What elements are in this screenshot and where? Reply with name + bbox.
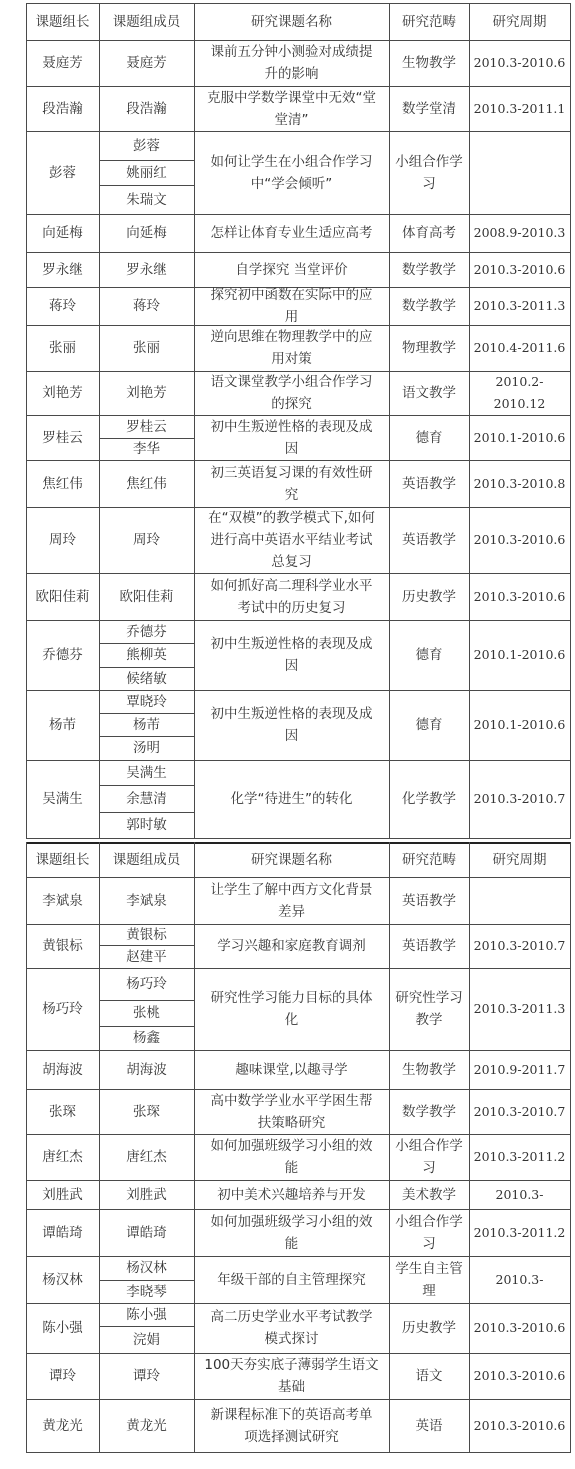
- research-scope: 德育: [415, 647, 443, 663]
- research-scope: 小组合作学习: [395, 153, 463, 192]
- research-topic: 初中生叛逆性格的表现及成因: [210, 418, 373, 457]
- column-rule: [194, 842, 195, 1453]
- column-header: 课题组成员: [112, 13, 181, 30]
- research-topic: 课前五分钟小测验对成绩提升的影响: [210, 44, 373, 82]
- research-scope: 语文教学: [402, 385, 456, 401]
- research-scope: 生物教学: [402, 1061, 456, 1078]
- group-leader: 唐红杰: [42, 1149, 83, 1165]
- group-member: 杨鑫: [133, 1030, 160, 1046]
- research-period: 2010.3-2010.6: [473, 532, 566, 547]
- group-leader: 刘胜武: [42, 1186, 83, 1203]
- group-leader: 胡海波: [42, 1061, 83, 1078]
- column-header: 课题组成员: [112, 851, 181, 868]
- research-scope: 体育高考: [402, 225, 456, 241]
- column-rule: [570, 3, 571, 839]
- research-period: 2010.1-2010.6: [473, 429, 566, 445]
- row-rule: [99, 1326, 195, 1327]
- research-scope: 小组合作学习: [395, 1138, 463, 1176]
- column-rule: [389, 3, 390, 839]
- research-topic: 年级干部的自主管理探究: [217, 1271, 366, 1288]
- group-member: 张琛: [133, 1103, 160, 1120]
- research-topic: 语文课堂教学小组合作学习的探究: [210, 374, 373, 412]
- row-rule: [99, 1026, 195, 1027]
- group-leader: 乔德芬: [42, 647, 83, 663]
- group-member: 张桃: [133, 1005, 160, 1021]
- group-leader: 彭蓉: [49, 164, 76, 181]
- research-period: 2010.4-2011.6: [473, 340, 566, 355]
- research-period: [469, 131, 570, 214]
- group-leader: 杨芾: [49, 717, 76, 733]
- research-topic: 初中生叛逆性格的表现及成因: [210, 636, 373, 674]
- group-leader: 杨巧玲: [42, 1001, 83, 1017]
- research-topic: 初中生叛逆性格的表现及成因: [210, 706, 373, 744]
- group-member: 谭玲: [133, 1368, 160, 1384]
- research-topic: 如何加强班级学习小组的效能: [210, 1138, 373, 1176]
- column-rule: [389, 842, 390, 1453]
- group-leader: 焦红伟: [42, 475, 83, 492]
- research-scope: 数学堂清: [402, 100, 456, 117]
- research-topic: 学习兴趣和家庭教育调剂: [217, 938, 366, 954]
- row-rule: [99, 945, 195, 946]
- group-member: 唐红杰: [126, 1149, 167, 1165]
- row-rule: [99, 1000, 195, 1001]
- column-header: 研究范畴: [402, 851, 456, 868]
- research-topic: 高二历史学业水平考试教学模式探讨: [210, 1309, 373, 1347]
- row-rule: [99, 713, 195, 714]
- row-rule: [26, 1452, 571, 1453]
- research-period: 2010.3-2011.2: [473, 1149, 566, 1164]
- group-leader: 罗永继: [42, 261, 83, 278]
- group-member: 焦红伟: [126, 475, 167, 492]
- research-period: 2010.3-2011.3: [473, 298, 566, 313]
- group-member: 吴满生: [126, 764, 167, 781]
- row-rule: [99, 438, 195, 439]
- column-header: 研究周期: [492, 851, 547, 868]
- group-member: 姚丽红: [126, 164, 167, 181]
- row-rule: [99, 667, 195, 668]
- research-scope: 研究性学习教学: [395, 990, 463, 1028]
- group-leader: 张琛: [49, 1103, 76, 1120]
- group-member: 段浩瀚: [126, 100, 167, 117]
- group-member: 欧阳佳莉: [119, 588, 174, 605]
- research-period: 2010.3-2010.7: [473, 1103, 566, 1119]
- group-member: 向延梅: [126, 225, 167, 241]
- column-rule: [194, 3, 195, 839]
- research-scope: 美术教学: [402, 1186, 456, 1203]
- group-member: 郭时敏: [126, 817, 167, 833]
- research-topic: 探究初中函数在实际中的应用: [210, 287, 373, 325]
- research-period: 2010.3-2010.7: [473, 791, 566, 806]
- group-member: 候绪敏: [126, 670, 167, 687]
- group-member: 周玲: [133, 532, 160, 548]
- row-rule: [26, 842, 571, 844]
- group-member: 黄银标: [126, 926, 167, 943]
- research-scope: 学生自主管理: [395, 1260, 463, 1299]
- group-member: 赵建平: [126, 948, 167, 965]
- row-rule: [99, 785, 195, 786]
- research-topic: 怎样让体育专业生适应高考: [210, 225, 373, 241]
- research-scope: 德育: [415, 717, 443, 733]
- group-leader: 李斌泉: [42, 892, 83, 909]
- group-member: 谭皓琦: [126, 1224, 167, 1241]
- column-rule: [26, 3, 27, 839]
- research-period: 2010.3-2010.6: [473, 1320, 566, 1335]
- research-period: 2010.3-2010.6: [473, 55, 566, 70]
- research-topic: 研究性学习能力目标的具体化: [210, 990, 373, 1028]
- research-topic: 如何加强班级学习小组的效能: [210, 1213, 373, 1252]
- group-leader: 谭皓琦: [42, 1224, 83, 1241]
- group-leader: 黄银标: [42, 938, 83, 954]
- group-member: 熊柳英: [126, 647, 167, 663]
- research-topic: 初中美术兴趣培养与开发: [217, 1186, 366, 1203]
- research-scope: 历史教学: [402, 1320, 456, 1336]
- row-rule: [99, 1280, 195, 1281]
- group-member: 胡海波: [126, 1061, 167, 1078]
- research-scope: 生物教学: [402, 55, 456, 71]
- row-rule: [26, 3, 571, 4]
- research-scope: 数学教学: [402, 261, 456, 278]
- group-member: 浣娟: [133, 1331, 160, 1348]
- research-period: 2010.3-2010.8: [473, 475, 566, 491]
- research-scope: 英语: [415, 1417, 443, 1434]
- research-period: 2010.1-2010.6: [473, 717, 566, 732]
- group-member: 蒋玲: [133, 298, 160, 314]
- group-member: 刘艳芳: [126, 385, 167, 401]
- row-rule: [99, 160, 195, 161]
- research-scope: 英语教学: [402, 892, 456, 909]
- row-rule: [99, 643, 195, 644]
- research-scope: 小组合作学习: [395, 1213, 463, 1252]
- group-leader: 聂庭芳: [42, 55, 83, 71]
- column-rule: [570, 842, 571, 1453]
- group-leader: 向延梅: [42, 225, 83, 241]
- research-period: 2010.3-2011.2: [473, 1224, 566, 1240]
- group-member: 李晓琴: [126, 1283, 167, 1300]
- group-leader: 谭玲: [49, 1368, 76, 1384]
- research-scope: 物理教学: [402, 340, 456, 356]
- research-scope: 历史教学: [402, 588, 456, 605]
- row-rule: [99, 812, 195, 813]
- research-period: 2010.3-2010.6: [473, 1417, 566, 1433]
- column-rule: [469, 3, 470, 839]
- research-period: [469, 877, 570, 924]
- group-leader: 周玲: [49, 532, 76, 548]
- research-topic: 自学探究 当堂评价: [235, 261, 348, 278]
- research-scope: 德育: [415, 429, 443, 446]
- group-leader: 欧阳佳莉: [35, 588, 90, 605]
- research-period: 2010.3-2011.1: [473, 100, 566, 116]
- research-period: 2010.9-2011.7: [473, 1061, 566, 1077]
- group-member: 朱瑞文: [126, 191, 167, 208]
- group-leader: 罗桂云: [42, 429, 83, 446]
- group-member: 覃晓玲: [126, 693, 167, 710]
- research-period: 2010.3-: [495, 1271, 544, 1287]
- research-scope: 英语教学: [402, 532, 456, 548]
- column-rule: [469, 842, 470, 1453]
- research-topic: 新课程标准下的英语高考单项选择测试研究: [210, 1406, 373, 1445]
- group-member: 李华: [133, 441, 160, 457]
- research-topic: 如何让学生在小组合作学习中“学会倾听”: [210, 153, 373, 192]
- research-scope: 数学教学: [402, 1103, 456, 1120]
- group-member: 罗永继: [126, 261, 167, 278]
- group-leader: 陈小强: [42, 1320, 83, 1336]
- column-header: 研究课题名称: [251, 13, 332, 30]
- group-member: 乔德芬: [126, 623, 167, 640]
- column-header: 研究课题名称: [251, 851, 332, 868]
- group-member: 张丽: [133, 340, 160, 356]
- column-header: 研究周期: [492, 13, 547, 30]
- group-member: 罗桂云: [126, 418, 167, 435]
- group-leader: 刘艳芳: [42, 385, 83, 401]
- research-topic: 如何抓好高二理科学业水平考试中的历史复习: [210, 577, 373, 616]
- research-topic: 让学生了解中西方文化背景差异: [210, 881, 373, 920]
- research-topic: 克服中学数学课堂中无效“堂堂清”: [207, 89, 376, 128]
- group-leader: 蒋玲: [49, 298, 76, 314]
- group-member: 李斌泉: [126, 892, 167, 909]
- group-leader: 黄龙光: [42, 1417, 83, 1434]
- research-topic: 在“双模”的教学模式下,如何进行高中英语水平结业考试总复习: [208, 510, 375, 570]
- research-topic: 逆向思维在物理教学中的应用对策: [210, 329, 373, 367]
- group-member: 刘胜武: [126, 1186, 167, 1203]
- research-scope: 数学教学: [402, 298, 456, 314]
- column-rule: [99, 842, 100, 1453]
- row-rule: [99, 185, 195, 186]
- column-rule: [26, 842, 27, 1453]
- research-period: 2010.3-2011.3: [473, 1001, 566, 1016]
- row-rule: [99, 736, 195, 737]
- column-rule: [99, 3, 100, 839]
- group-member: 汤明: [133, 740, 160, 756]
- research-period: 2010.3-2010.6: [473, 1368, 566, 1383]
- research-scope: 英语教学: [402, 475, 456, 492]
- group-member: 杨芾: [133, 716, 160, 733]
- group-member: 陈小强: [126, 1306, 167, 1323]
- research-period: 2010.2-2010.12: [493, 374, 546, 411]
- group-leader: 段浩瀚: [42, 100, 83, 117]
- column-header: 研究范畴: [402, 13, 456, 30]
- research-period: 2010.1-2010.6: [473, 647, 566, 662]
- research-period: 2010.3-2010.7: [473, 938, 566, 953]
- research-topic: 高中数学学业水平学困生帮扶策略研究: [210, 1092, 373, 1131]
- group-member: 黄龙光: [126, 1417, 167, 1434]
- group-member: 聂庭芳: [126, 55, 167, 71]
- research-period: 2010.3-: [495, 1186, 544, 1202]
- group-member: 彭蓉: [133, 137, 160, 154]
- research-period: 2010.3-2010.6: [473, 261, 566, 277]
- research-topic: 初三英语复习课的有效性研究: [210, 464, 373, 503]
- group-leader: 杨汉林: [42, 1271, 83, 1288]
- group-leader: 张丽: [49, 340, 76, 356]
- research-scope: 语文: [415, 1368, 443, 1384]
- column-header: 课题组长: [35, 851, 90, 868]
- group-member: 余慧清: [126, 790, 167, 807]
- research-topic: 化学“待进生”的转化: [230, 791, 353, 807]
- research-period: 2008.9-2010.3: [473, 225, 566, 240]
- research-period: 2010.3-2010.6: [473, 588, 566, 604]
- research-topic: 趣味课堂,以趣寻学: [235, 1061, 348, 1078]
- research-scope: 化学教学: [402, 791, 456, 807]
- column-header: 课题组长: [35, 13, 90, 30]
- research-topic: 100天夯实底子薄弱学生语文基础: [204, 1357, 379, 1395]
- group-leader: 吴满生: [42, 791, 83, 807]
- group-member: 杨汉林: [126, 1260, 167, 1276]
- group-member: 杨巧玲: [126, 976, 167, 992]
- research-scope: 英语教学: [402, 938, 456, 954]
- row-rule: [26, 838, 571, 839]
